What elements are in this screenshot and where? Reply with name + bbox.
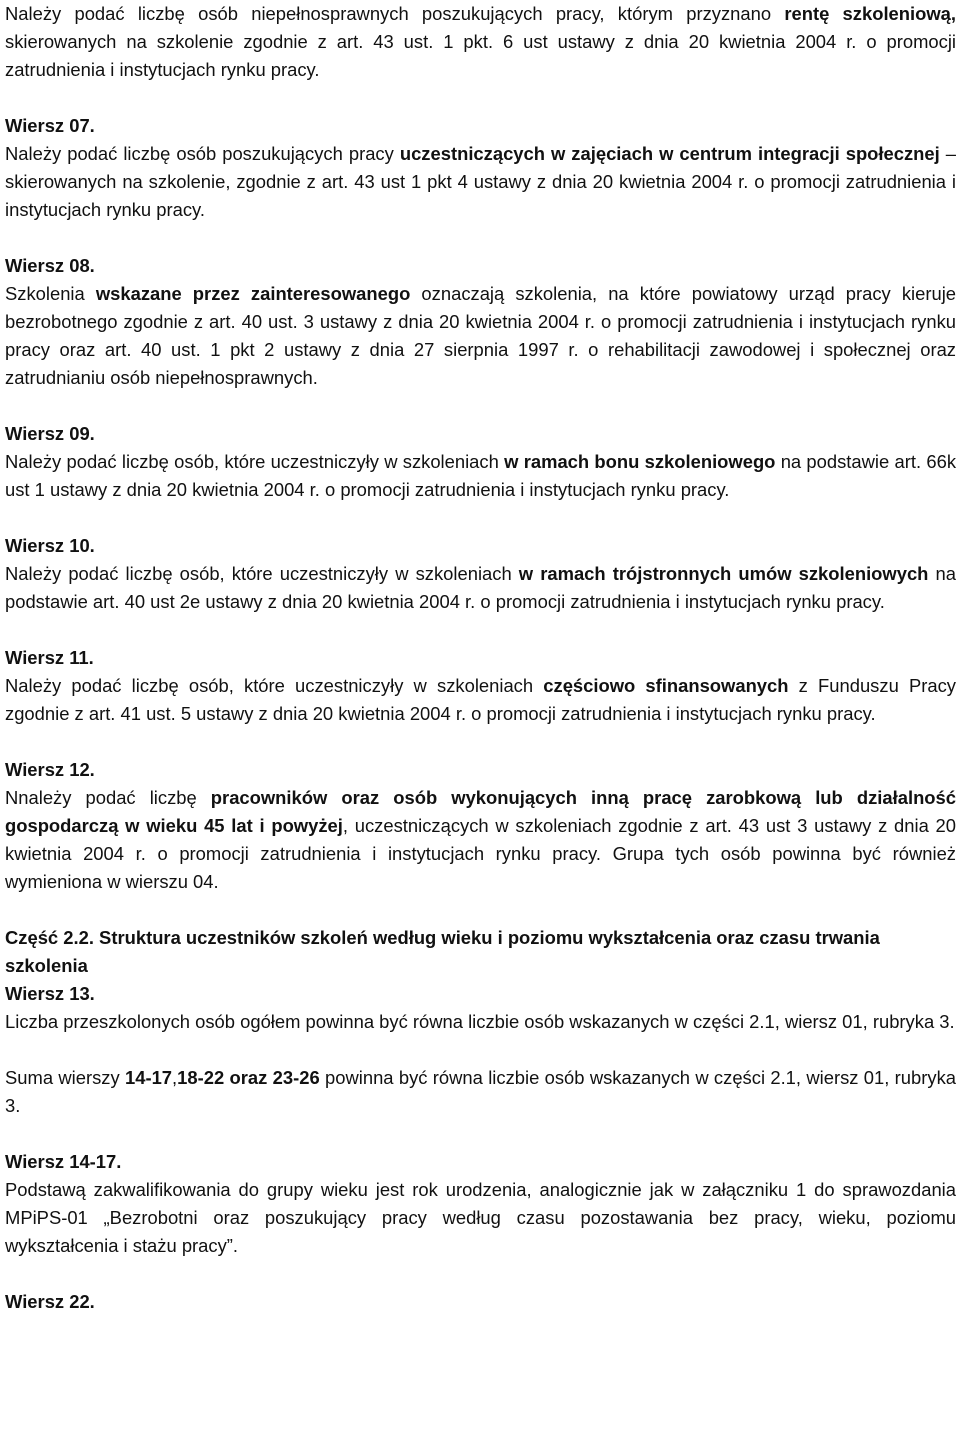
- paragraph-text: na podstawie art. 66k ust 1 ustawy z dnia 20 kwietnia 2004 r. o promocji zatrudnienia i instytucjach rynku pracy.: [5, 451, 957, 500]
- section-heading: Część 2.2. Struktura uczestników szkoleń według wieku i poziomu wykształcenia oraz czasu trwania szkolenia: [5, 927, 880, 976]
- paragraph-spacer: [5, 1036, 956, 1064]
- paragraph-text: oznaczają szkolenia, na które powiatowy urząd pracy kieruje bezrobotnego zgodnie z art. 40 ust. 3 ustawy z dnia 20 kwietnia 2004 r. o promocji zatrudnienia i instytucjach rynku pracy oraz art. 40 ust. 1 pkt 2 ustawy z dnia 27 sierpnia 1997 r. o rehabilitacji zawodowej i społecznej oraz zatrudnianiu osób niepełnosprawnych.: [5, 283, 957, 388]
- body-paragraph: [5, 140, 956, 224]
- paragraph-spacer: [5, 84, 956, 112]
- section-heading: Wiersz 14-17.: [5, 1151, 122, 1172]
- paragraph-spacer: [5, 728, 956, 756]
- section-heading: Wiersz 22.: [5, 1291, 95, 1312]
- section-heading: Wiersz 09.: [5, 423, 95, 444]
- paragraph-text: na podstawie art. 40 ust 2e ustawy z dnia 20 kwietnia 2004 r. o promocji zatrudnienia i instytucjach rynku pracy.: [5, 563, 956, 612]
- section-heading: Wiersz 07.: [5, 115, 95, 136]
- paragraph-text: ,: [172, 1067, 178, 1088]
- paragraph-text: Podstawą zakwalifikowania do grupy wieku jest rok urodzenia, analogicznie jak w załączniku 1 do sprawozdania MPiPS-01 „Bezrobotni oraz poszukujący pracy według czasu pozostawania bez pracy, wieku, poziomu wykształcenia i stażu pracy”.: [5, 1179, 956, 1256]
- document-page: [5, 0, 956, 1316]
- paragraph-text: z Funduszu Pracy zgodnie z art. 41 ust. 5 ustawy z dnia 20 kwietnia 2004 r. o promocji zatrudnienia i instytucjach rynku pracy.: [5, 675, 956, 724]
- emphasized-text: w ramach trójstronnych umów szkoleniowych: [518, 563, 929, 584]
- body-paragraph: [5, 448, 956, 504]
- emphasized-text: pracowników oraz osób wykonujących inną pracę zarobkową lub działalność gospodarczą w wieku 45 lat i powyżej: [5, 787, 956, 836]
- paragraph-spacer: [5, 1260, 956, 1288]
- section-heading: Wiersz 08.: [5, 255, 95, 276]
- body-paragraph: [5, 280, 956, 392]
- paragraph-spacer: [5, 1120, 956, 1148]
- paragraph-text: Należy podać liczbę osób, które uczestniczyły w szkoleniach: [5, 675, 544, 696]
- emphasized-text: częściowo sfinansowanych: [543, 675, 789, 696]
- body-paragraph: [5, 672, 956, 728]
- emphasized-text: rentę szkoleniową,: [784, 3, 956, 24]
- emphasized-text: 14-17: [125, 1067, 173, 1088]
- paragraph-text: Suma wierszy: [5, 1067, 125, 1088]
- paragraph-text: Należy podać liczbę osób poszukujących pracy: [5, 143, 400, 164]
- body-paragraph: [5, 1176, 956, 1260]
- emphasized-text: w ramach bonu szkoleniowego: [504, 451, 776, 472]
- paragraph-spacer: [5, 896, 956, 924]
- paragraph-text: Liczba przeszkolonych osób ogółem powinna być równa liczbie osób wskazanych w części 2.1, wiersz 01, rubryka 3.: [5, 1011, 955, 1032]
- body-paragraph: [5, 1008, 956, 1036]
- paragraph-text: powinna być równa liczbie osób wskazanych w części 2.1, wiersz 01, rubryka 3.: [5, 1067, 956, 1116]
- emphasized-text: uczestniczących w zajęciach w centrum integracji społecznej: [399, 143, 940, 164]
- paragraph-text: , uczestniczących w szkoleniach zgodnie z art. 43 ust 3 ustawy z dnia 20 kwietnia 2004 r. o promocji zatrudnienia i instytucjach rynku pracy. Grupa tych osób powinna być również wymieniona w wierszu 04.: [5, 815, 956, 892]
- section-heading: Wiersz 11.: [5, 647, 94, 668]
- emphasized-text: wskazane przez zainteresowanego: [95, 283, 411, 304]
- paragraph-text: – skierowanych na szkolenie, zgodnie z art. 43 ust 1 pkt 4 ustawy z dnia 20 kwietnia 2004 r. o promocji zatrudnienia i instytucjach rynku pracy.: [5, 143, 956, 220]
- emphasized-text: 18-22 oraz 23-26: [177, 1067, 320, 1088]
- paragraph-text: Nnależy podać liczbę: [5, 787, 211, 808]
- paragraph-text: Należy podać liczbę osób, które uczestniczyły w szkoleniach: [5, 563, 519, 584]
- paragraph-spacer: [5, 616, 956, 644]
- body-paragraph: [5, 784, 956, 896]
- paragraph-spacer: [5, 224, 956, 252]
- paragraph-spacer: [5, 392, 956, 420]
- paragraph-text: skierowanych na szkolenie zgodnie z art. 43 ust. 1 pkt. 6 ust ustawy z dnia 20 kwietnia 2004 r. o promocji zatrudnienia i instytucjach rynku pracy.: [5, 31, 956, 80]
- section-heading: Wiersz 12.: [5, 759, 95, 780]
- section-heading: Wiersz 13.: [5, 983, 95, 1004]
- document-body: [5, 0, 956, 1316]
- body-paragraph: [5, 560, 956, 616]
- paragraph-text: Należy podać liczbę osób niepełnosprawnych poszukujących pracy, którym przyznano: [5, 3, 785, 24]
- body-paragraph: [5, 0, 956, 84]
- section-heading: Wiersz 10.: [5, 535, 95, 556]
- paragraph-text: Szkolenia: [5, 283, 96, 304]
- paragraph-text: Należy podać liczbę osób, które uczestniczyły w szkoleniach: [5, 451, 505, 472]
- paragraph-spacer: [5, 504, 956, 532]
- body-paragraph: [5, 1064, 956, 1120]
